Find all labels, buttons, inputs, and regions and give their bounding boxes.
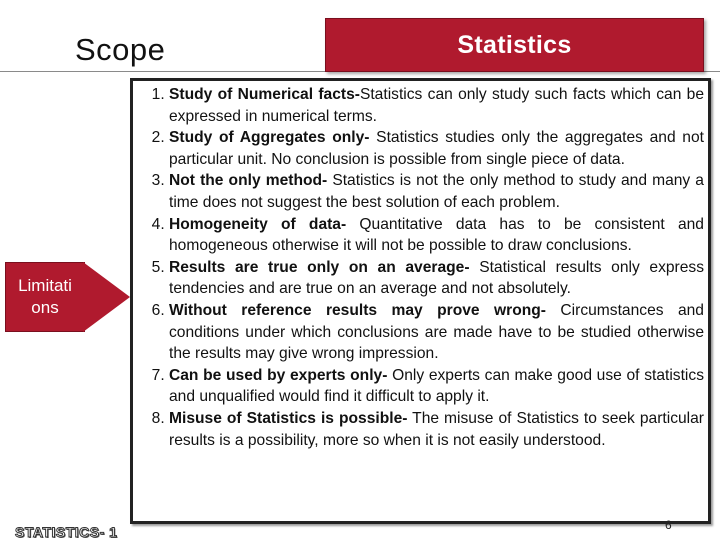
list-item <box>169 365 704 408</box>
limitations-label: Limitati ons <box>5 262 85 332</box>
list-item <box>169 170 704 213</box>
list-item <box>169 214 704 257</box>
item-text: Quantitative data has to be consistent and homogeneous otherwise it will not be possible to draw conclusions. <box>169 215 704 255</box>
list-item <box>169 408 704 451</box>
item-term: Study of Numerical facts- <box>169 86 360 103</box>
item-term: Homogeneity of data- <box>169 215 347 233</box>
content-panel <box>130 78 711 524</box>
list-item <box>169 300 704 365</box>
page-number: 6 <box>665 518 672 532</box>
item-text: Only experts can make good use of statistics and unqualified would find it difficult to apply it. <box>169 366 704 406</box>
slide-title: Scope <box>75 32 166 67</box>
item-term: Can be used by experts only- <box>169 366 388 384</box>
list-item <box>169 84 704 127</box>
item-text: Statistics studies only the aggregates and not particular unit. No conclusion is possible from single piece of data. <box>169 129 704 168</box>
item-term: Not the only method- <box>169 172 328 190</box>
item-term: Study of Aggregates only- <box>169 129 370 147</box>
footer-brand: STATISTICS- 1 <box>15 524 118 540</box>
item-text: Circumstances and conditions under which conclusions are made have to be studied otherwise the results may give wrong impression. <box>169 301 704 363</box>
item-term: Without reference results may prove wrong- <box>169 301 546 319</box>
item-term: Misuse of Statistics is possible- <box>169 409 408 427</box>
list-item <box>169 127 704 170</box>
arrow-right-icon <box>83 262 130 332</box>
item-text: Statistics is not the only method to study and many a time does not suggest the best solution of each problem. <box>169 172 704 211</box>
list-item <box>169 257 704 300</box>
item-text: Statistical results only express tendencies and are true on an average and not absolutely. <box>169 258 704 298</box>
item-text: Statistics can only study such facts which can be expressed in numerical terms. <box>169 86 705 125</box>
header-banner: Statistics <box>325 18 704 72</box>
item-text: The misuse of Statistics to seek particular results is a possibility, more so when it is not easily understood. <box>169 409 704 449</box>
item-term: Results are true only on an average- <box>169 258 470 276</box>
limitations-list <box>133 84 704 451</box>
